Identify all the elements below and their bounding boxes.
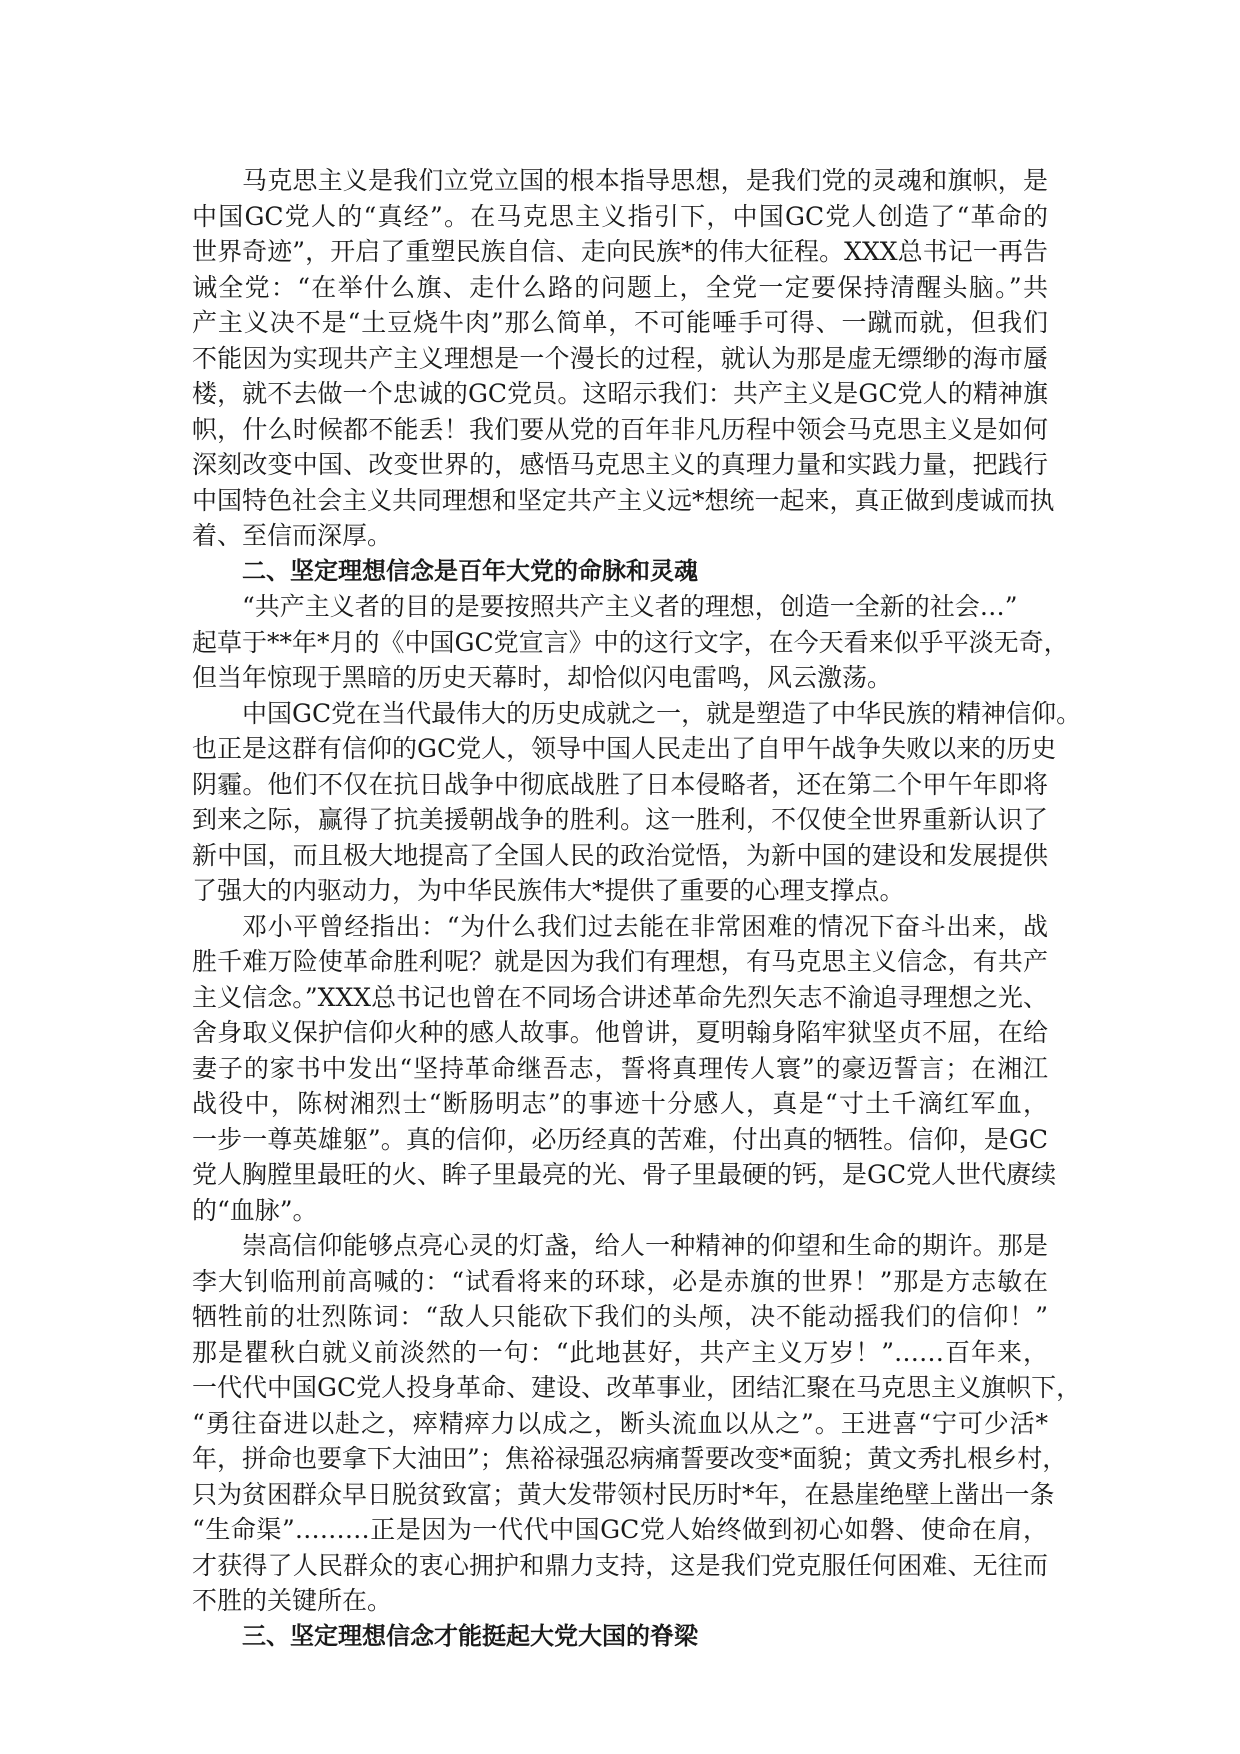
paragraph-line: 了强大的内驱动力，为中华民族伟大*提供了重要的心理支撑点。	[192, 876, 905, 905]
paragraph-line: “生命渠”………正是因为一代代中国GC党人始终做到初心如磐、使命在肩，	[192, 1515, 1048, 1544]
paragraph-line: 才获得了人民群众的衷心拥护和鼎力支持，这是我们党克服任何困难、无往而	[192, 1550, 1048, 1580]
paragraph-line: “共产主义者的目的是要按照共产主义者的理想，创造一全新的社会…”	[242, 592, 1018, 621]
paragraph-line: 着、至信而深厚。	[192, 521, 393, 550]
paragraph-line: 主义信念。”XXX总书记也曾在不同场合讲述革命先烈矢志不渝追寻理想之光、	[192, 982, 1048, 1012]
paragraph-line: 但当年惊现于黑暗的历史天幕时，却恰似闪电雷鸣，风云激荡。	[192, 663, 893, 692]
paragraph-line: “勇往奋进以赴之，瘁精瘁力以成之，断头流血以从之”。王进喜“宁可少活*	[192, 1408, 1048, 1438]
paragraph-line: 胜千难万险使革命胜利呢？就是因为我们有理想，有马克思主义信念，有共产	[192, 947, 1048, 976]
paragraph-line: 的“血脉”。	[192, 1195, 318, 1225]
paragraph-line: 一步一尊英雄躯”。真的信仰，必历经真的苦难，付出真的牺牲。信仰，是GC	[192, 1124, 1048, 1154]
paragraph-5	[192, 1228, 1082, 1619]
paragraph-line: 不胜的关键所在。	[192, 1586, 393, 1615]
paragraph-1	[192, 163, 1055, 554]
paragraph-3	[192, 696, 1082, 909]
paragraph-line: 战役中，陈树湘烈士“断肠明志”的事迹十分感人，真是“寸土千滴红军血，	[192, 1089, 1048, 1118]
paragraph-line: 阴霾。他们不仅在抗日战争中彻底战胜了日本侵略者，还在第二个甲午年即将	[192, 769, 1048, 799]
document-page	[192, 163, 1082, 1654]
paragraph-line: 舍身取义保护信仰火种的感人故事。他曾讲，夏明翰身陷牢狱坚贞不屈，在给	[192, 1018, 1048, 1047]
paragraph-line: 邓小平曾经指出：“为什么我们过去能在非常困难的情况下奋斗出来，战	[242, 911, 1048, 941]
paragraph-line: 只为贫困群众早日脱贫致富；黄大发带领村民历时*年，在悬崖绝壁上凿出一条	[192, 1479, 1055, 1509]
paragraph-line: 诫全党：“在举什么旗、走什么路的问题上，全党一定要保持清醒头脑。”共	[192, 272, 1048, 302]
paragraph-line: 崇高信仰能够点亮心灵的灯盏，给人一种精神的仰望和生命的期许。那是	[242, 1231, 1048, 1260]
paragraph-line: 世界奇迹”，开启了重塑民族自信、走向民族*的伟大征程。XXX总书记一再告	[192, 237, 1048, 266]
section-heading-2: 二、坚定理想信念是百年大党的命脉和灵魂	[242, 556, 698, 585]
paragraph-line: 到来之际，赢得了抗美援朝战争的胜利。这一胜利，不仅使全世界重新认识了	[192, 805, 1048, 834]
paragraph-line: 新中国，而且极大地提高了全国人民的政治觉悟，为新中国的建设和发展提供	[192, 840, 1048, 870]
paragraph-line: 李大钊临刑前高喊的：“试看将来的环球，必是赤旗的世界！”那是方志敏在	[192, 1266, 1048, 1296]
paragraph-line: 那是瞿秋白就义前淡然的一句：“此地甚好，共产主义万岁！”……百年来，	[192, 1337, 1048, 1367]
paragraph-line: 帜，什么时候都不能丢！我们要从党的百年非凡历程中领会马克思主义是如何	[192, 414, 1048, 444]
section-heading-3: 三、坚定理想信念才能挺起大党大国的脊梁	[242, 1621, 698, 1650]
paragraph-line: 中国GC党在当代最伟大的历史成就之一，就是塑造了中华民族的精神信仰。	[242, 698, 1082, 728]
paragraph-line: 马克思主义是我们立党立国的根本指导思想，是我们党的灵魂和旗帜，是	[242, 166, 1048, 195]
paragraph-line: 牺牲前的壮烈陈词：“敌人只能砍下我们的头颅，决不能动摇我们的信仰！”	[192, 1302, 1048, 1331]
paragraph-2	[192, 589, 1069, 696]
paragraph-line: 楼，就不去做一个忠诚的GC党员。这昭示我们：共产主义是GC党人的精神旗	[192, 379, 1048, 408]
paragraph-line: 也正是这群有信仰的GC党人，领导中国人民走出了自甲午战争失败以来的历史	[192, 734, 1057, 763]
paragraph-line: 一代代中国GC党人投身革命、建设、改革事业，团结汇聚在马克思主义旗帜下，	[192, 1373, 1082, 1402]
paragraph-line: 中国特色社会主义共同理想和坚定共产主义远*想统一起来，真正做到虔诚而执	[192, 485, 1055, 515]
paragraph-line: 妻子的家书中发出“坚持革命继吾志，誓将真理传人寰”的豪迈誓言；在湘江	[192, 1053, 1048, 1083]
paragraph-line: 起草于**年*月的《中国GC党宣言》中的这行文字，在今天看来似乎平淡无奇，	[192, 627, 1069, 657]
paragraph-line: 党人胸膛里最旺的火、眸子里最亮的光、骨子里最硬的钙，是GC党人世代赓续	[192, 1160, 1057, 1189]
paragraph-line: 中国GC党人的“真经”。在马克思主义指引下，中国GC党人创造了“革命的	[192, 201, 1048, 231]
paragraph-line: 产主义决不是“土豆烧牛肉”那么简单，不可能唾手可得、一蹴而就，但我们	[192, 308, 1048, 337]
paragraph-4	[192, 909, 1057, 1229]
paragraph-line: 年，拼命也要拿下大油田”；焦裕禄强忍病痛誓要改变*面貌；黄文秀扎根乡村，	[192, 1444, 1068, 1473]
paragraph-line: 不能因为实现共产主义理想是一个漫长的过程，就认为那是虚无缥缈的海市蜃	[192, 343, 1048, 373]
paragraph-line: 深刻改变中国、改变世界的，感悟马克思主义的真理力量和实践力量，把践行	[192, 450, 1048, 479]
